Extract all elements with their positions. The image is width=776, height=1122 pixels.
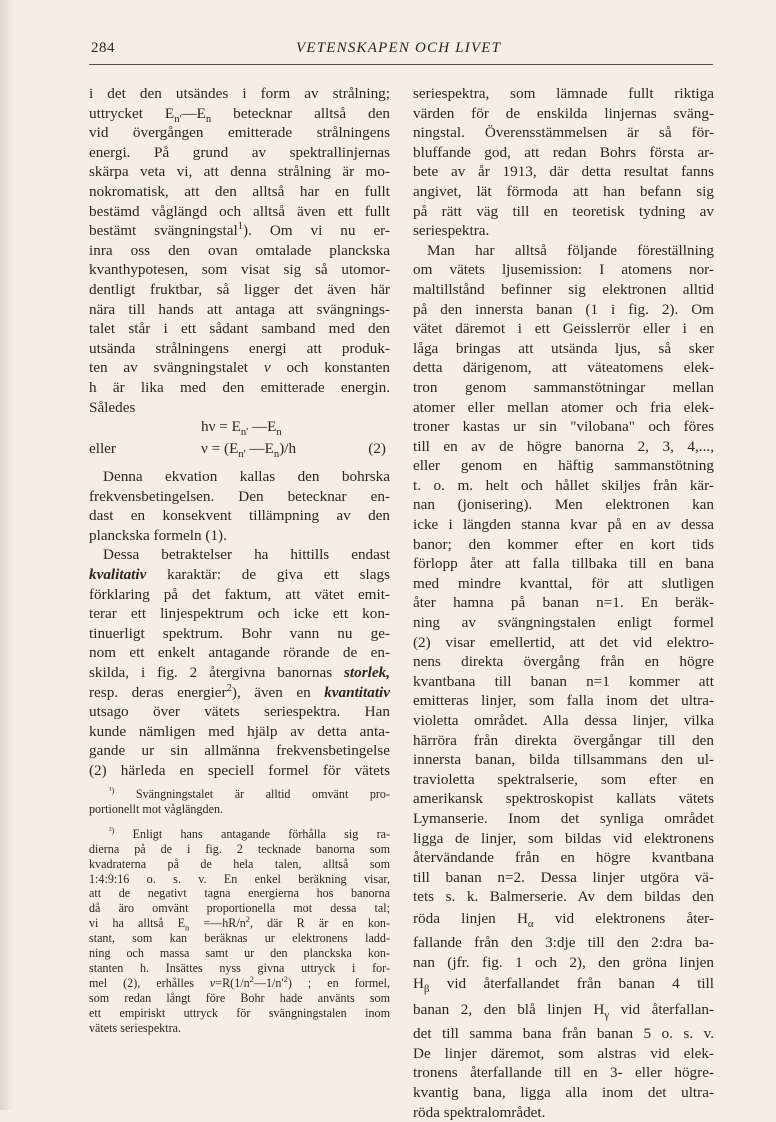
paragraph	[413, 84, 714, 241]
paragraph	[89, 84, 390, 417]
text-line: inra oss den ovan omtalade planckska	[89, 241, 390, 261]
text-line: bestämt svängningstal$^1$). Om vi nu er-	[89, 221, 390, 241]
text-line: icke i längden stanna kvar på en av dessa	[413, 515, 714, 535]
text-line: $H_\beta$ vid återfallandet från banan 4 till	[413, 972, 714, 998]
text-line: kvanthypotesen, som visat sig så utomor-	[89, 260, 390, 280]
text-line: kunde nämligen med hjälp av detta anta-	[89, 722, 390, 742]
text-line: bete av år 1913, där detta resultat fanns	[413, 162, 714, 182]
text-line: vätet däremot i ett Geisslerrör eller i en	[413, 319, 714, 339]
text-line: skilda, i fig. 2 återgivna banornas storlek,	[89, 663, 390, 683]
text-line: Dessa betraktelser ha hittills endast	[89, 545, 390, 565]
text-line: De linjer däremot, som alstras vid elek-	[413, 1044, 714, 1064]
text-line: amerikansk spektroskopist kallats vätets	[413, 789, 714, 809]
text-line: dierna på de i fig. 2 tecknade banorna som	[89, 842, 390, 857]
text-line: nokromatisk, att den alltså har en fullt	[89, 182, 390, 202]
text-line: 1:4:9:16 o. s. v. En enkel beräkning visar,	[89, 872, 390, 887]
text-line: återvändande från en högre kvantbana	[413, 848, 714, 868]
text-line: Denna ekvation kallas den bohrska	[89, 467, 390, 487]
text-line: detta därigenom, att väteatomens elek-	[413, 358, 714, 378]
text-line: angivet, lät förmoda att han befann sig	[413, 182, 714, 202]
header-rule	[89, 64, 713, 65]
equation-formula: $\nu = (E_{n'}$ $—E_n)/h$	[201, 439, 296, 459]
footnote-1	[89, 787, 390, 817]
text-line: dentligt fruktbar, så ligger det även här	[89, 280, 390, 300]
text-line: travioletta spektralserie, som efter en	[413, 770, 714, 790]
text-line: till en av de högre banorna 2, 3, 4,...,	[413, 437, 714, 457]
text-line: att de negativt tagna energierna hos banorna	[89, 886, 390, 901]
text-line: stant, som kan beräknas ur elektronens ladd-	[89, 931, 390, 946]
text-line: (2) visar emellertid, att det vid elektro-	[413, 633, 714, 653]
equation-2	[89, 439, 390, 461]
text-line: kvadraterna på de hela talen, alltså som	[89, 857, 390, 872]
right-column	[413, 84, 714, 1122]
text-line: vi ha alltså $E_n$ $=—hR/n^2$, där R är en kon-	[89, 916, 390, 931]
text-line: det till samma bana från banan 5 o. s. v.	[413, 1024, 714, 1044]
paragraph	[413, 241, 714, 1122]
text-line: gande ur sin allmänna frekvensbetingelse	[89, 741, 390, 761]
text-line: tets s. k. Balmerserie. Av dem bildas den	[413, 887, 714, 907]
text-line: förklaring på det faktum, att vätet emit-	[89, 585, 390, 605]
text-line: till banan n=2. Dessa linjer utgöra vä-	[413, 868, 714, 888]
equation-number: (2)	[368, 439, 386, 459]
text-line: nan (jfr. fig. 1 och 2), den gröna linjen	[413, 953, 714, 973]
text-line: Lymanserie. Inom det synliga området	[413, 809, 714, 829]
text-line: utsända strålningens energi att produk-	[89, 339, 390, 359]
text-line: seriespektra, som lämnade fullt riktiga	[413, 84, 714, 104]
text-line: låga bringas att utsända ljus, så sker	[413, 339, 714, 359]
text-line: uttrycket $E_{n'}—E_n$ betecknar alltså den	[89, 104, 390, 124]
text-line: Man har alltså följande föreställning	[413, 241, 714, 261]
text-line: kvantbana till banan n=1 kommer att	[413, 672, 714, 692]
text-line: terar ett linjespektrum och icke ett kon-	[89, 604, 390, 624]
text-line: kvantig bana, ligga alla inom det ultra-	[413, 1083, 714, 1103]
text-line: värden för de enskilda linjernas sväng-	[413, 104, 714, 124]
text-line: härröra från direkta övergångar till den	[413, 731, 714, 751]
text-line: åter hamna på banan n=1. En beräk-	[413, 593, 714, 613]
text-line: tron genom sammanstötningar mellan	[413, 378, 714, 398]
text-line: på rätt väg till en teoretisk tydning av	[413, 202, 714, 222]
text-line: som redan långt före Bohr hade använts som	[89, 991, 390, 1006]
text-line: nan (jonisering). Men elektronen kan	[413, 495, 714, 515]
footnote-ref: 1	[238, 221, 243, 232]
text-line: utsago över vätets seriespektra. Han	[89, 702, 390, 722]
text-line: fallande från den 3:dje till den 2:dra ba-	[413, 933, 714, 953]
text-line: tinuerligt spektrum. Bohr vann nu ge-	[89, 624, 390, 644]
text-line: talet står i ett sådant samband med den	[89, 319, 390, 339]
text-line: ning och massa samt ur den planckska kon-	[89, 946, 390, 961]
text-line: ten av svängningstalet ν och konstanten	[89, 358, 390, 378]
footnotes	[89, 787, 390, 1046]
text-line: emitteras linjer, som falla inom det ultra-	[413, 691, 714, 711]
text-line: atomer eller mellan atomer och fria elek-	[413, 398, 714, 418]
text-line: bluffande god, att redan Bohrs första ar-	[413, 143, 714, 163]
left-column	[89, 84, 390, 781]
text-line: röda linjen $H_\alpha$ vid elektronens åter-	[413, 907, 714, 933]
text-line: i det den utsändes i form av strålning;	[89, 84, 390, 104]
text-line: vätets seriespektra.	[89, 1021, 390, 1036]
text-line: portionellt mot våglängden.	[89, 802, 390, 817]
paragraph	[89, 545, 390, 780]
text-line: ningstal. Överensstämmelsen är så för-	[413, 123, 714, 143]
running-head: VETENSKAPEN OCH LIVET	[296, 40, 501, 57]
text-line: resp. deras energier$^2$), även en kvantitativ	[89, 683, 390, 703]
text-line: på den innersta banan (1 i fig. 2). Om	[413, 300, 714, 320]
text-line: ning av svängningstalen enligt formel	[413, 613, 714, 633]
text-line: mel (2), erhålles $\nu=R(1/n^2—1/n'^2)$ ; en formel,	[89, 976, 390, 991]
text-line: kvalitativ karaktär: de giva ett slags	[89, 565, 390, 585]
text-line: (2) härleda en speciell formel för vätets	[89, 761, 390, 781]
text-line: ligga de linjer, som bildas vid elektronens	[413, 829, 714, 849]
equation-label: eller	[89, 439, 116, 459]
text-line: maltillstånd befinner sig elektronen alltid	[413, 280, 714, 300]
text-line: förlopp åter att falla tillbaka till en bana	[413, 554, 714, 574]
text-line: violetta området. Alla dessa linjer, vilka	[413, 711, 714, 731]
text-line: stanten h. Insättes nyss givna uttryck i for-	[89, 961, 390, 976]
text-line: skärpa veta vi, att denna strålning är mo-	[89, 162, 390, 182]
equation-1: $h\nu = E_{n'}$ $—E_n$	[89, 417, 390, 439]
text-line: med mindre kvanttal, för att slutligen	[413, 574, 714, 594]
text-line: $^{^1)}$ Svängningstalet är alltid omvänt pro-	[89, 787, 390, 802]
page-number: 284	[91, 40, 115, 57]
text-line: nom ett enkelt antagande rörande de en-	[89, 643, 390, 663]
text-line: Således	[89, 398, 390, 418]
footnote-2	[89, 827, 390, 1036]
text-line: nens direkta övergång från en högre	[413, 652, 714, 672]
text-line: innersta banan, bilda tillsammans den ul-	[413, 750, 714, 770]
text-line: banan 2, den blå linjen $H_\gamma$ vid återfallan-	[413, 998, 714, 1024]
text-line: seriespektra.	[413, 221, 714, 241]
text-line: t. o. m. helt och hållet skiljes från kär-	[413, 476, 714, 496]
text-line: tronens återfallande till en 3- eller högre-	[413, 1063, 714, 1083]
text-line: frekvensbetingelsen. Den betecknar en-	[89, 487, 390, 507]
page-gutter-shadow	[0, 0, 14, 1110]
text-line: då äro omvänt proportionella mot dessa tal;	[89, 901, 390, 916]
text-line: röda spektralområdet.	[413, 1103, 714, 1122]
text-line: planckska formeln (1).	[89, 526, 390, 546]
text-line: om vätets ljusemission: I atomens nor-	[413, 260, 714, 280]
text-line: bestämd våglängd och alltså även ett fullt	[89, 202, 390, 222]
text-line: energi. På grund av spektrallinjernas	[89, 143, 390, 163]
text-line: troner kastas ur sin "vilobana" och föres	[413, 417, 714, 437]
paragraph	[89, 467, 390, 545]
text-line: ett empiriskt uttryck för svängningstalen inom	[89, 1006, 390, 1021]
text-line: eller genom en häftig sammanstötning	[413, 456, 714, 476]
footnote-ref: 2	[227, 683, 232, 694]
text-line: h är lika med den emitterade energin.	[89, 378, 390, 398]
text-line: nära till hands att antaga att svängnings-	[89, 300, 390, 320]
text-line: banor; den kommer efter en kort tids	[413, 535, 714, 555]
text-line: vid övergången emitterade strålningens	[89, 123, 390, 143]
text-line: dast en konsekvent tillämpning av den	[89, 506, 390, 526]
text-line: $^{^2)}$ Enligt hans antagande förhålla sig ra-	[89, 827, 390, 842]
